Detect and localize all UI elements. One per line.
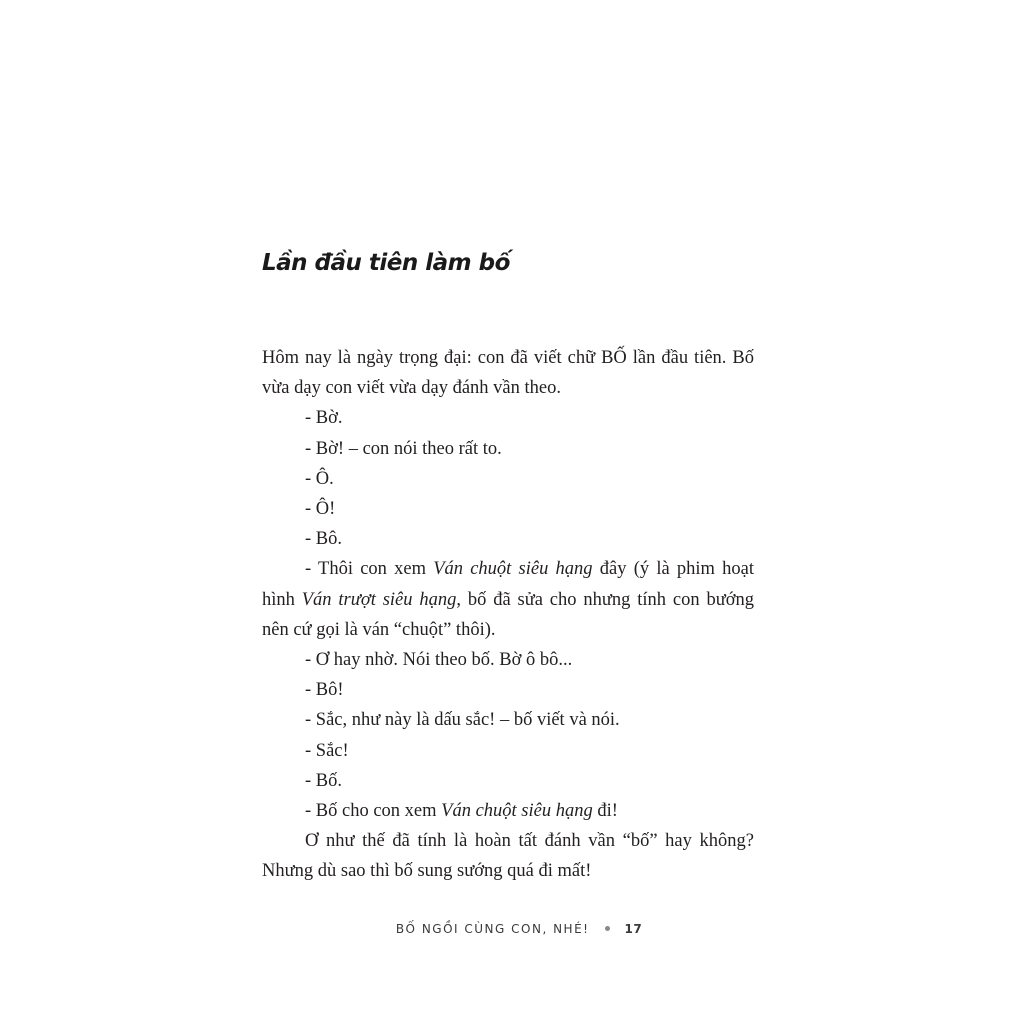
dialogue-line [262,554,754,645]
running-title: BỐ NGỒI CÙNG CON, NHÉ! [395,922,590,936]
chapter-title: Lần đầu tiên làm bố [262,250,510,276]
dialogue-line: - Ơ hay nhờ. Nói theo bố. Bờ ô bô... [305,650,573,671]
paragraph-closing: Ơ như thế đã tính là hoàn tất đánh vần “bố” hay không? Nhưng dù sao thì bố sung sướng quá đi mất! [262,831,754,882]
text-run: đi! [592,801,618,822]
dialogue-line: - Bô! [305,680,344,701]
text-run: đây (ý là phim hoạt hình [262,559,754,610]
dialogue-line: - Ô! [305,499,336,520]
dialogue-line [262,796,754,826]
dialogue-line: - Bờ! – con nói theo rất to. [305,438,502,459]
dialogue-line: - Bờ. [305,408,343,429]
text-run: - Bố cho con xem [305,801,442,822]
paragraph-intro: Hôm nay là ngày trọng đại: con đã viết chữ BỐ lần đầu tiên. Bố vừa dạy con viết vừa dạy đánh vần theo. [262,348,754,399]
text-run: - Thôi con xem [305,559,434,580]
italic-title: Ván trượt siêu hạng [301,589,457,610]
bullet-separator-icon [605,926,610,931]
page-footer [0,922,1024,936]
body-text [262,343,754,887]
dialogue-line: - Ô. [305,468,334,489]
dialogue-line: - Sắc! [305,740,349,761]
italic-title: Ván chuột siêu hạng [441,801,593,822]
italic-title: Ván chuột siêu hạng [433,559,593,580]
dialogue-line: - Bô. [305,529,342,550]
text-run: , bố đã sửa cho nhưng tính con bướng nên cứ gọi là ván “chuột” thôi). [262,589,755,640]
page-number: 17 [624,922,643,936]
dialogue-line: - Bố. [305,770,342,791]
dialogue-line: - Sắc, như này là dấu sắc! – bố viết và nói. [305,710,620,731]
